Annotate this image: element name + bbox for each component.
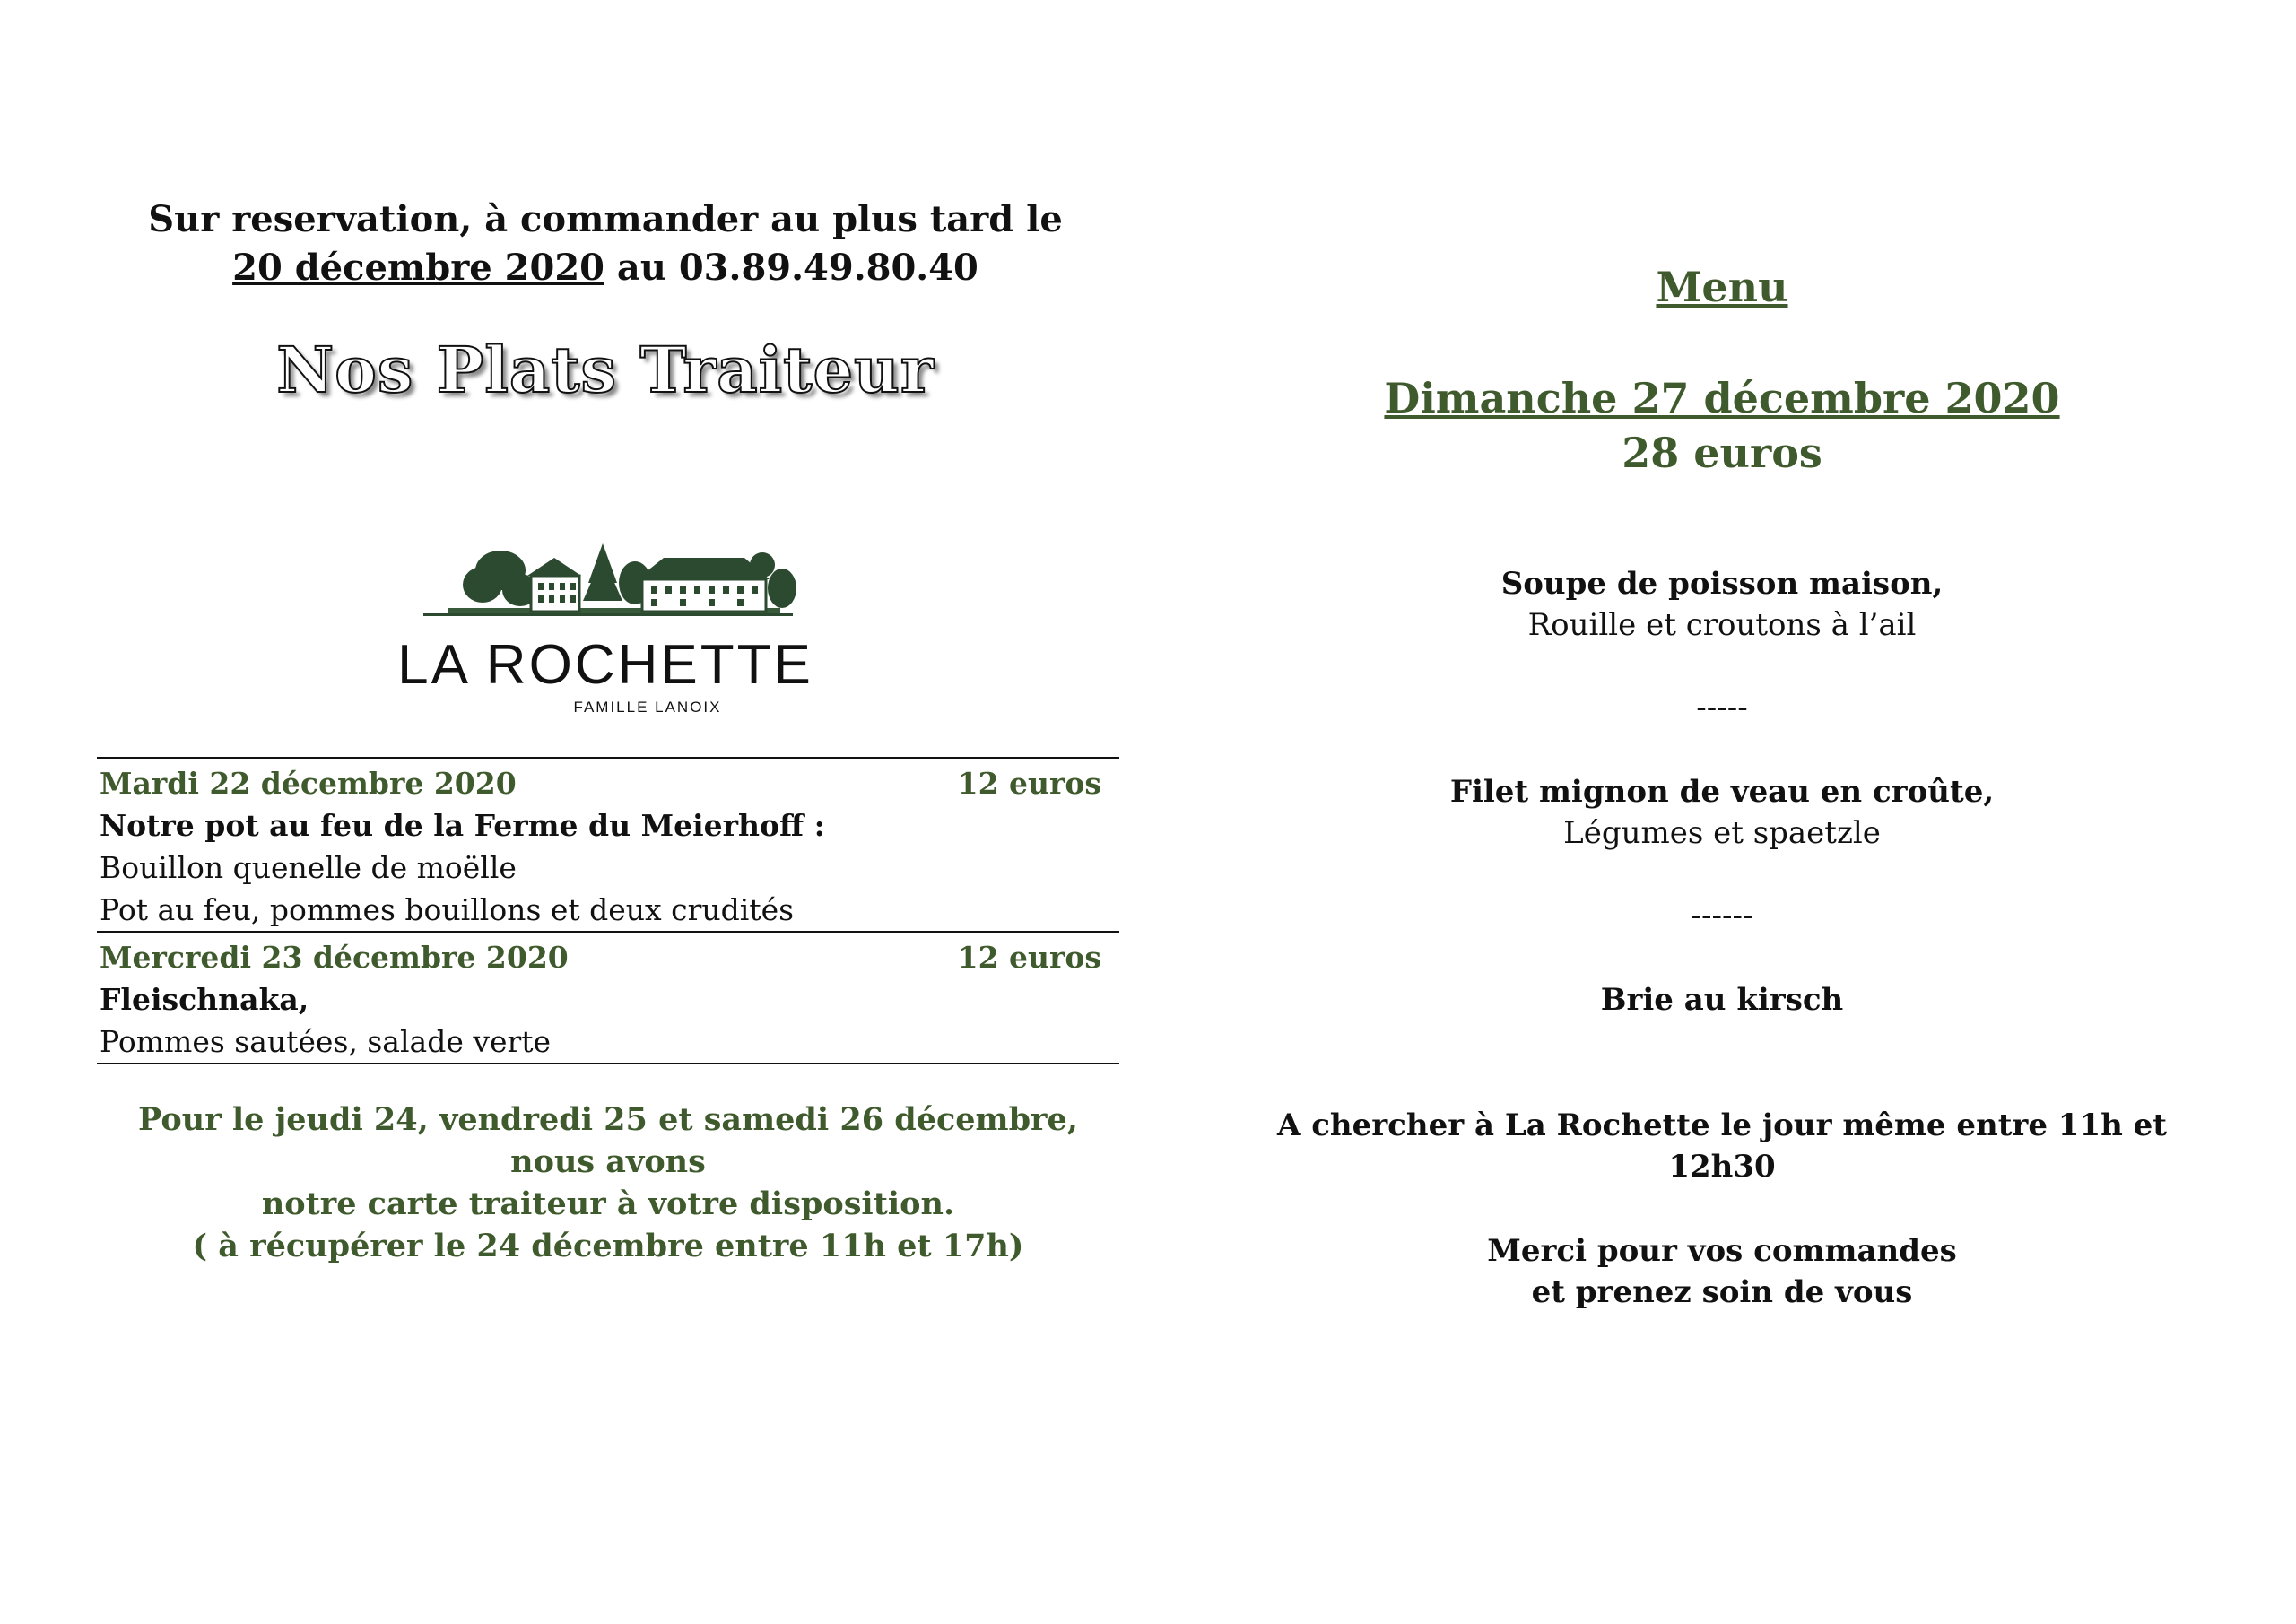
course-description: Rouille et croutons à l’ail [1527,607,1917,643]
thanks-line-2: et prenez soin de vous [1531,1274,1913,1310]
course-separator: ------ [1691,898,1753,934]
day-row [97,931,1119,1064]
notice-line-2: notre carte traiteur à votre disposition. [261,1185,955,1222]
day-price: 12 euros [957,940,1101,975]
building-trees-illustration [423,543,796,616]
menu-main-course [1238,771,2206,854]
dish-detail: Bouillon quenelle de moëlle [100,850,517,885]
day-date: Mardi 22 décembre 2020 [100,766,517,801]
course-separator: ----- [1696,690,1748,725]
course-name: Brie au kirsch [1600,982,1844,1018]
daily-dishes-table [97,757,1119,1064]
dish-name: Fleischnaka, [100,982,309,1017]
reservation-line-2 [117,244,1094,292]
logo-subtitle: FAMILLE LANOIX [573,699,722,716]
menu-date: Dimanche 27 décembre 2020 [1384,374,2060,422]
holiday-notice [97,1099,1119,1267]
notice-line-1: Pour le jeudi 24, vendredi 25 et samedi 26 décembre, nous avons [138,1101,1078,1180]
dish-detail: Pot au feu, pommes bouillons et deux crudités [100,892,795,927]
reservation-line-1: Sur reservation, à commander au plus tard le [148,198,1063,240]
course-name: Filet mignon de veau en croûte, [1449,774,1995,810]
logo-name: LA ROCHETTE [397,634,813,696]
reservation-phone: au 03.89.49.80.40 [604,247,978,289]
dish-detail: Pommes sautées, salade verte [100,1024,552,1059]
reservation-notice [117,195,1094,292]
la-rochette-logo [368,538,843,717]
dish-name: Notre pot au feu de la Ferme du Meierhoff : [100,808,825,843]
day-row [97,757,1119,931]
day-date: Mercredi 23 décembre 2020 [100,940,569,975]
thanks-line-1: Merci pour vos commandes [1487,1233,1957,1269]
menu-dessert [1238,979,2206,1020]
menu-title: Menu [1656,263,1788,311]
notice-line-3: ( à récupérer le 24 décembre entre 11h et 17h) [192,1228,1024,1264]
day-price: 12 euros [957,766,1101,801]
menu-starter [1238,563,2206,646]
course-name: Soupe de poisson maison, [1500,566,1944,602]
pickup-info: A chercher à La Rochette le jour même entre 11h et 12h30 [1276,1107,2168,1185]
sunday-menu [1238,260,2206,1313]
thanks-message [1238,1230,2206,1313]
reservation-deadline: 20 décembre 2020 [232,247,604,289]
course-description: Légumes et spaetzle [1563,815,1881,851]
page-title: Nos Plats Traiteur [276,333,935,407]
menu-price: 28 euros [1622,429,1822,477]
